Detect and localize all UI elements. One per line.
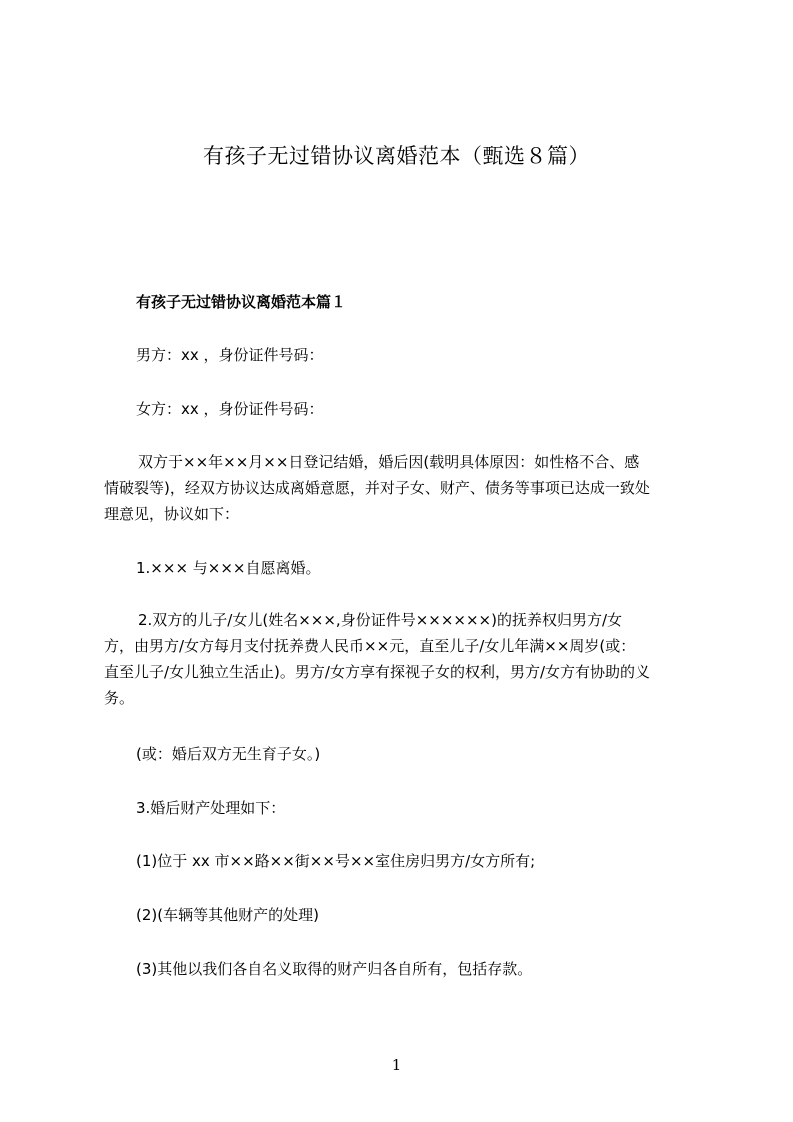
male-party-line: 男方：xx ，身份证件号码：	[136, 346, 324, 364]
item-2-line-4: 务。	[104, 689, 135, 707]
item-2-line-2: 方，由男方/女方每月支付抚养费人民币××元，直至儿子/女儿年满××周岁(或：	[104, 637, 636, 655]
page-number: 1	[391, 1056, 402, 1074]
section-heading: 有孩子无过错协议离婚范本篇１	[136, 293, 347, 311]
item-2-paragraph	[104, 607, 704, 711]
item-3-sub-3: (3)其他以我们各自名义取得的财产归各自所有，包括存款。	[136, 960, 533, 978]
note-no-children: (或：婚后双方无生育子女。)	[136, 745, 321, 763]
item-3: 3.婚后财产处理如下：	[136, 799, 286, 817]
female-party-line: 女方：xx ，身份证件号码：	[136, 400, 324, 418]
item-3-sub-1: (1)位于 xx 市××路××街××号××室住房归男方/女方所有;	[136, 852, 536, 870]
item-1: 1.××× 与×××自愿离婚。	[136, 559, 321, 577]
item-2-line-3: 直至儿子/女儿独立生活止)。男方/女方享有探视子女的权利，男方/女方有协助的义	[104, 663, 651, 681]
intro-line-1: 双方于××年××月××日登记结婚，婚后因(载明具体原因：如性格不合、感	[138, 453, 640, 471]
document-title: 有孩子无过错协议离婚范本（甄选８篇）	[203, 144, 590, 168]
item-2-line-1: 2.双方的儿子/女儿(姓名×××,身份证件号××××××)的抚养权归男方/女	[138, 611, 623, 629]
item-3-sub-2: (2)(车辆等其他财产的处理)	[136, 906, 319, 924]
intro-line-3: 理意见，协议如下：	[104, 505, 240, 523]
intro-line-2: 情破裂等)，经双方协议达成离婚意愿，并对子女、财产、债务等事项已达成一致处	[104, 479, 650, 497]
intro-paragraph	[104, 449, 704, 527]
